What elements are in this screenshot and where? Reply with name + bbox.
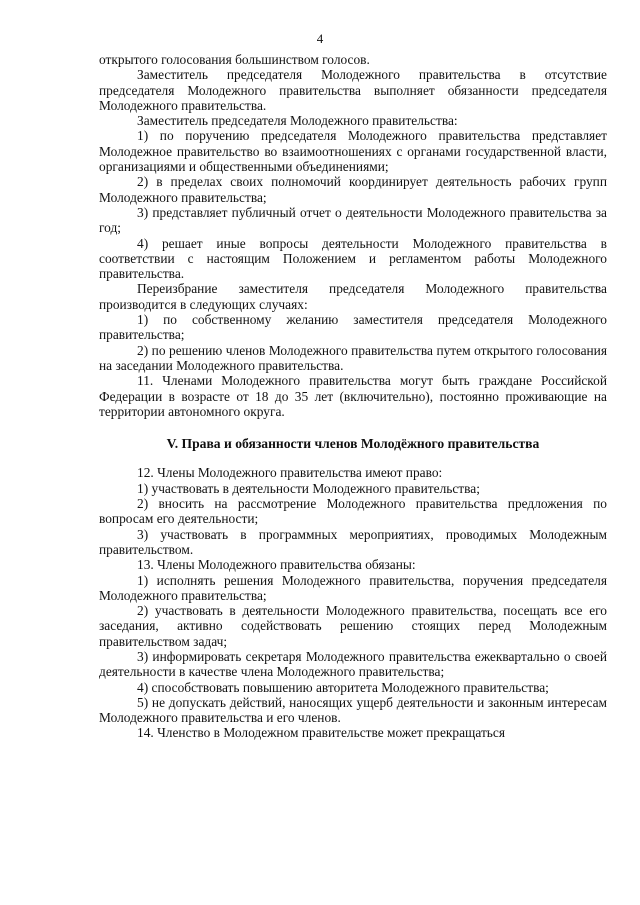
paragraph-block-2	[99, 465, 607, 740]
paragraph: 4) способствовать повышению авторитета Молодежного правительства;	[137, 679, 549, 695]
paragraph: 2) в пределах своих полномочий координирует деятельность рабочих групп Молодежного правительства;	[99, 174, 607, 205]
paragraph: 1) по поручению председателя Молодежного правительства представляет Молодежное правительство во взаимоотношениях с органами государственной власти, организациями и общественными объединениями;	[99, 128, 607, 175]
paragraph: 13. Члены Молодежного правительства обязаны:	[137, 557, 416, 573]
paragraph: 3) информировать секретаря Молодежного правительства ежеквартально о своей деятельности в качестве члена Молодежного правительства;	[99, 648, 607, 680]
paragraph: 14. Членство в Молодежном правительстве может прекращаться	[137, 725, 506, 741]
paragraph: Заместитель председателя Молодежного правительства в отсутствие председателя Молодежного правительства выполняет обязанности председателя Молодежного правительства.	[99, 67, 607, 113]
paragraph: 3) представляет публичный отчет о деятельности Молодежного правительства за год;	[99, 204, 607, 236]
paragraph: 12. Члены Молодежного правительства имеют право:	[137, 465, 443, 481]
paragraph: Заместитель председателя Молодежного правительства:	[137, 113, 458, 129]
paragraph: 11. Членами Молодежного правительства могут быть граждане Российской Федерации в возрасте от 18 до 35 лет (включительно), постоянно проживающие на территории автономного округа.	[99, 373, 607, 419]
paragraph: открытого голосования большинством голосов.	[99, 52, 370, 67]
paragraph: 5) не допускать действий, наносящих ущерб деятельности и законным интересам Молодежного правительства и его членов.	[99, 694, 607, 726]
paragraph: 1) исполнять решения Молодежного правительства, поручения председателя Молодежного правительства;	[99, 572, 607, 603]
paragraph: Переизбрание заместителя председателя Молодежного правительства производится в следующих случаях:	[99, 281, 607, 312]
paragraph: 2) по решению членов Молодежного правительства путем открытого голосования на заседании Молодежного правительства.	[99, 342, 607, 373]
paragraph: 2) участвовать в деятельности Молодежного правительства, посещать все его заседания, активно содействовать решению стоящих перед Молодежным правительством задач;	[99, 603, 607, 649]
page-number: 4	[316, 31, 324, 46]
paragraph: 1) участвовать в деятельности Молодежного правительства;	[137, 480, 480, 496]
section-heading: V. Права и обязанности членов Молодёжного правительства	[166, 436, 540, 452]
paragraph-block-1	[99, 52, 607, 419]
paragraph: 2) вносить на рассмотрение Молодежного правительства предложения по вопросам его деятельности;	[99, 496, 607, 527]
paragraph: 4) решает иные вопросы деятельности Молодежного правительства в соответствии с настоящим Положением и регламентом работы Молодежного правительства.	[99, 235, 607, 282]
paragraph: 1) по собственному желанию заместителя председателя Молодежного правительства;	[99, 312, 607, 343]
paragraph: 3) участвовать в программных мероприятиях, проводимых Молодежным правительством.	[99, 526, 607, 557]
document-body	[99, 52, 607, 741]
